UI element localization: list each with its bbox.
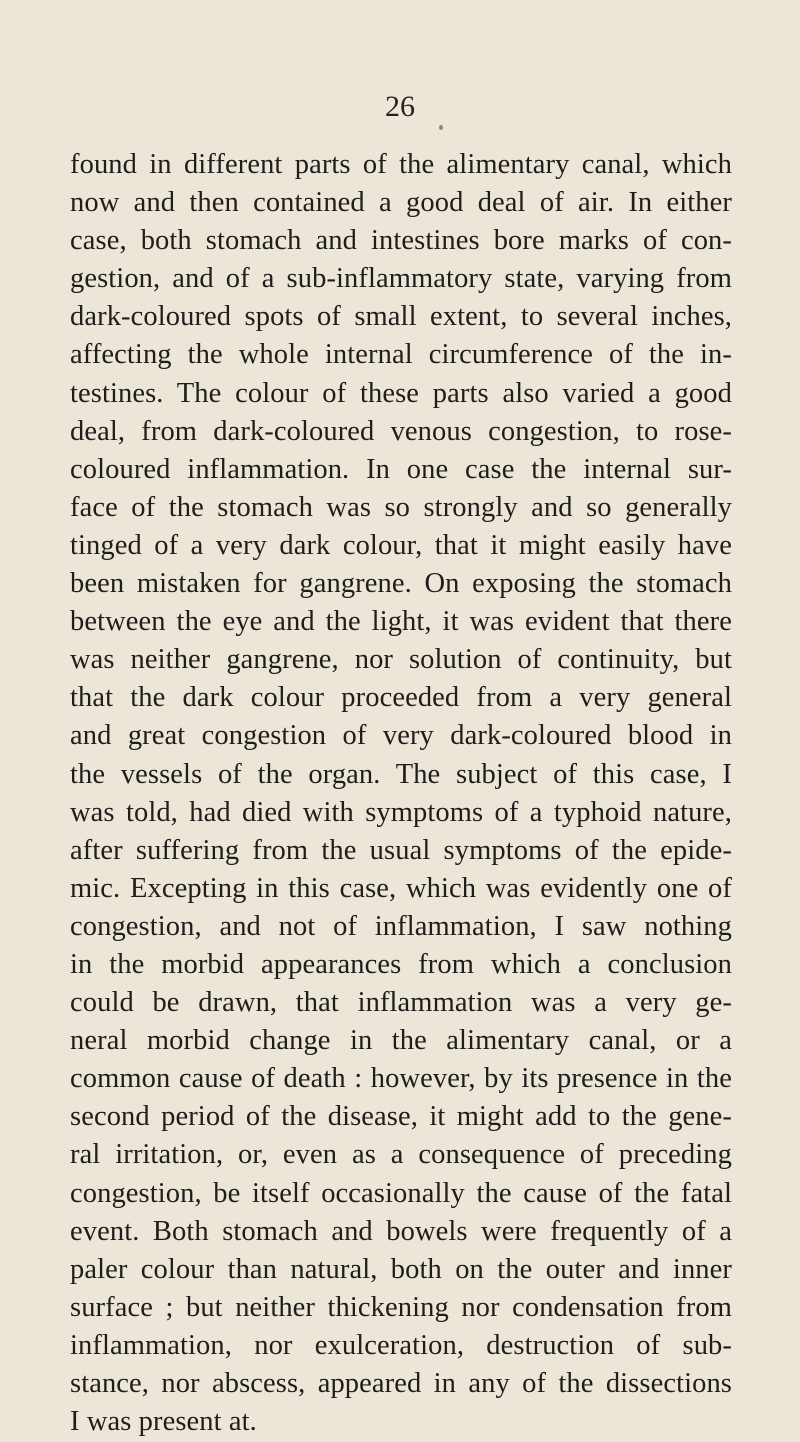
text-line: tinged of a very dark colour, that it might easily have xyxy=(70,529,732,561)
text-line: neral morbid change in the alimentary canal, or a xyxy=(70,1025,732,1057)
text-line: the vessels of the organ. The subject of this case, I xyxy=(70,758,732,790)
text-line: now and then contained a good deal of air. In either xyxy=(70,187,732,219)
body-text xyxy=(70,146,732,1441)
text-line: mic. Excepting in this case, which was evidently one of xyxy=(70,872,732,904)
text-line: stance, nor abscess, appeared in any of the dissections xyxy=(70,1368,732,1399)
text-line: congestion, be itself occasionally the cause of the fatal xyxy=(70,1177,732,1209)
page-number: 26 xyxy=(385,90,415,123)
text-line: coloured inflammation. In one case the internal sur- xyxy=(70,453,732,485)
text-line: been mistaken for gangrene. On exposing the stomach xyxy=(70,568,732,600)
text-line: in the morbid appearances from which a conclusion xyxy=(70,948,732,980)
text-line: congestion, and not of inflammation, I saw nothing xyxy=(70,910,732,942)
text-line: event. Both stomach and bowels were frequently of a xyxy=(70,1215,732,1247)
paper-speck xyxy=(439,125,443,130)
text-line: common cause of death : however, by its presence in the xyxy=(70,1063,732,1095)
text-line: case, both stomach and intestines bore marks of con- xyxy=(70,225,732,257)
text-line: could be drawn, that inflammation was a very ge- xyxy=(70,987,732,1019)
text-line: ral irritation, or, even as a consequence of preceding xyxy=(70,1139,732,1171)
text-line: inflammation, nor exulceration, destruction of sub- xyxy=(70,1329,732,1361)
text-line: gestion, and of a sub-inflammatory state, varying from xyxy=(70,263,732,295)
text-line: surface ; but neither thickening nor condensation from xyxy=(70,1291,732,1323)
text-line: testines. The colour of these parts also varied a good xyxy=(70,377,732,409)
text-line: deal, from dark-coloured venous congestion, to rose- xyxy=(70,415,732,447)
text-line: between the eye and the light, it was evident that there xyxy=(70,606,732,638)
text-line: paler colour than natural, both on the outer and inner xyxy=(70,1253,732,1285)
text-line-last: I was present at. xyxy=(70,1406,257,1438)
text-line: second period of the disease, it might add to the gene- xyxy=(70,1101,732,1133)
text-line: and great congestion of very dark-coloured blood in xyxy=(70,720,732,752)
text-line: affecting the whole internal circumference of the in- xyxy=(70,339,732,371)
text-line: face of the stomach was so strongly and so generally xyxy=(70,491,732,523)
text-line: dark-coloured spots of small extent, to several inches, xyxy=(70,301,732,333)
text-line: was told, had died with symptoms of a typhoid nature, xyxy=(70,796,732,828)
text-line: that the dark colour proceeded from a very general xyxy=(70,682,732,714)
text-line: was neither gangrene, nor solution of continuity, but xyxy=(70,644,732,676)
text-line: found in different parts of the alimentary canal, which xyxy=(70,149,732,180)
text-line: after suffering from the usual symptoms of the epide- xyxy=(70,834,732,866)
